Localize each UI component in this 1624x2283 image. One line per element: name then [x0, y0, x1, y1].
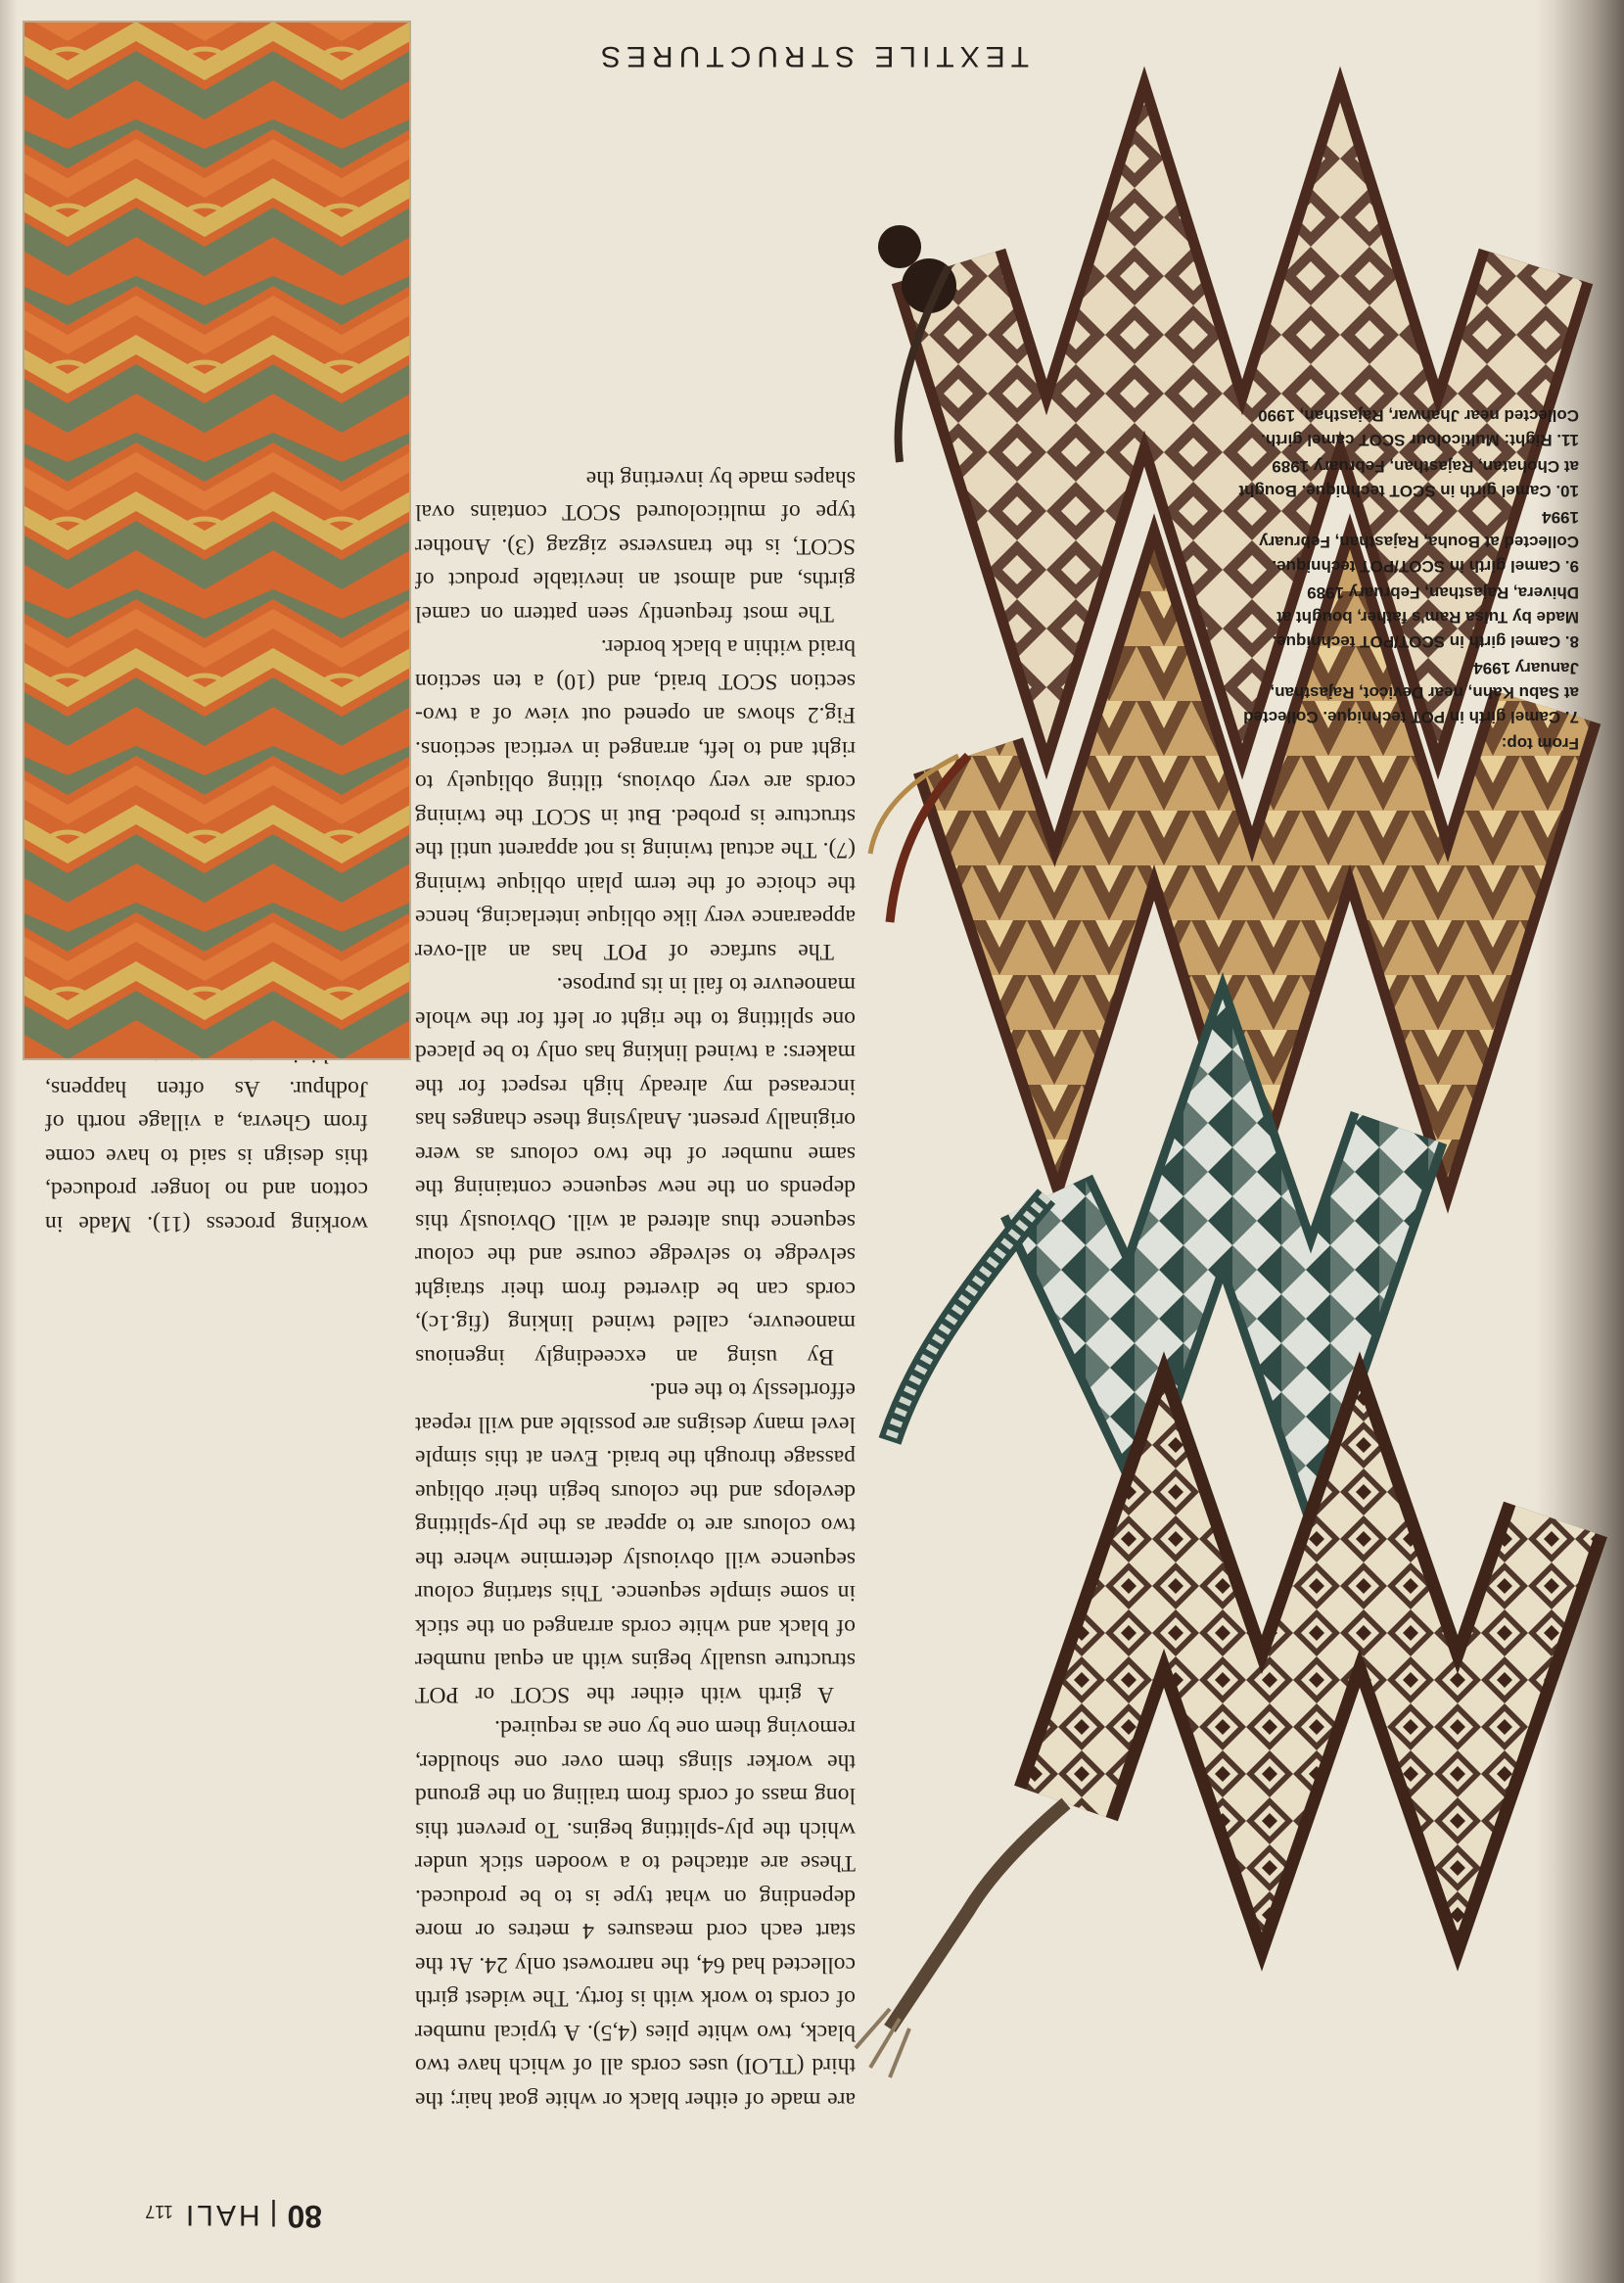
paragraph: By using an exceedingly ingenious manoeuvre, called twined linking (fig.1c), cords can be diverted from their straight selvedge to selvedge course and the colour sequence thus altered at will. Obviously this depends on the new sequence containing the same number of the two colours as were originally present. Analysing these changes has increased my already high respect for the makers: a twined linking has only to be placed one splitting to the right or left for the whole manoeuvre to fail in its purpose. [415, 972, 856, 1370]
magazine-name: HALI [182, 2199, 260, 2231]
folio [145, 2198, 322, 2234]
paragraph: The most frequently seen pattern on camel girths, and almost an inevitable product of SCOT, is the transverse zigzag (3). Another type of multicoloured SCOT contains oval shapes made by inverting the [415, 466, 856, 627]
figure-caption [1227, 403, 1579, 756]
caption-item: 10. Camel girth in SCOT technique. Bought at Chohatan, Rajasthan, February 1989 [1238, 457, 1579, 500]
body-column-1 [415, 80, 856, 2117]
weave-detail-photo [23, 22, 410, 1059]
caption-intro: From top: [1501, 734, 1579, 753]
girth-10 [856, 1519, 1555, 2077]
issue-number: 117 [145, 2202, 173, 2221]
caption-item: 7. Camel girth in POT technique. Collected at Sabu Kahn, near Devicot, Rajasthan, January 1994 [1243, 659, 1579, 726]
folio-separator: | [269, 2199, 278, 2231]
girth-9 [890, 1128, 1399, 1441]
caption-item: 9. Camel girth in SCOT/POT technique. Collected at Bouha, Rajasthan, February 1994 [1259, 508, 1579, 576]
paragraph: working process (11). Made in cotton and no longer produced, this design is said to have come from Ghevra, a village north of Jodhpur. As often happens, [45, 1076, 368, 1236]
page-edge [0, 0, 18, 2283]
caption-item: 8. Camel girth in SCOT/POT technique. Made by Tulsa Ram's father, bought at Dhivera, Rajasthan, February 1989 [1272, 583, 1579, 651]
paragraph: The surface of POT has an all-over appearance very like oblique interlacing, hence the choice of the term plain oblique twining (7). The actual twining is not apparent until the structure is probed. But in SCOT the twining cords are very obvious, tilting obliquely to right and to left, arranged in vertical sections. Fig.2 shows an opened out view of a two-section SCOT braid, and (10) a ten section braid within a black border. [415, 634, 856, 964]
paragraph: are made of either black or white goat hair; the third (TLOI) uses cords all of which have two black, two white plies (4,5). A typical number of cords to work with is forty. The widest girth collected had 64, the narrowest only 24. At the start each cord measures 4 metres or more depending on what type is to be produced. These are attached to a wooden stick under which the ply-splitting begins. To prevent this long mass of cords from trailing on the ground the worker slings them over one shoulder, removing them one by one as required. [415, 1715, 856, 2113]
caption-item: 11. Right: Multicolour SCOT camel girth. Collected near Jhanwar, Rajasthan, 1990 [1258, 406, 1579, 449]
section-label: TEXTILE STRUCTURES [594, 40, 1030, 72]
paragraph: A girth with either the SCOT or POT structure usually begins with an equal number of black and white cords arranged on the stick in some simple sequence. This starting colour sequence will obviously determine where the two colours are to appear as the ply-splitting develops and the colours begin their oblique passage through the braid. Even at this simple level many designs are possible and will repeat effortlessly to the end. [415, 1377, 856, 1707]
page-number: 80 [287, 2199, 322, 2234]
